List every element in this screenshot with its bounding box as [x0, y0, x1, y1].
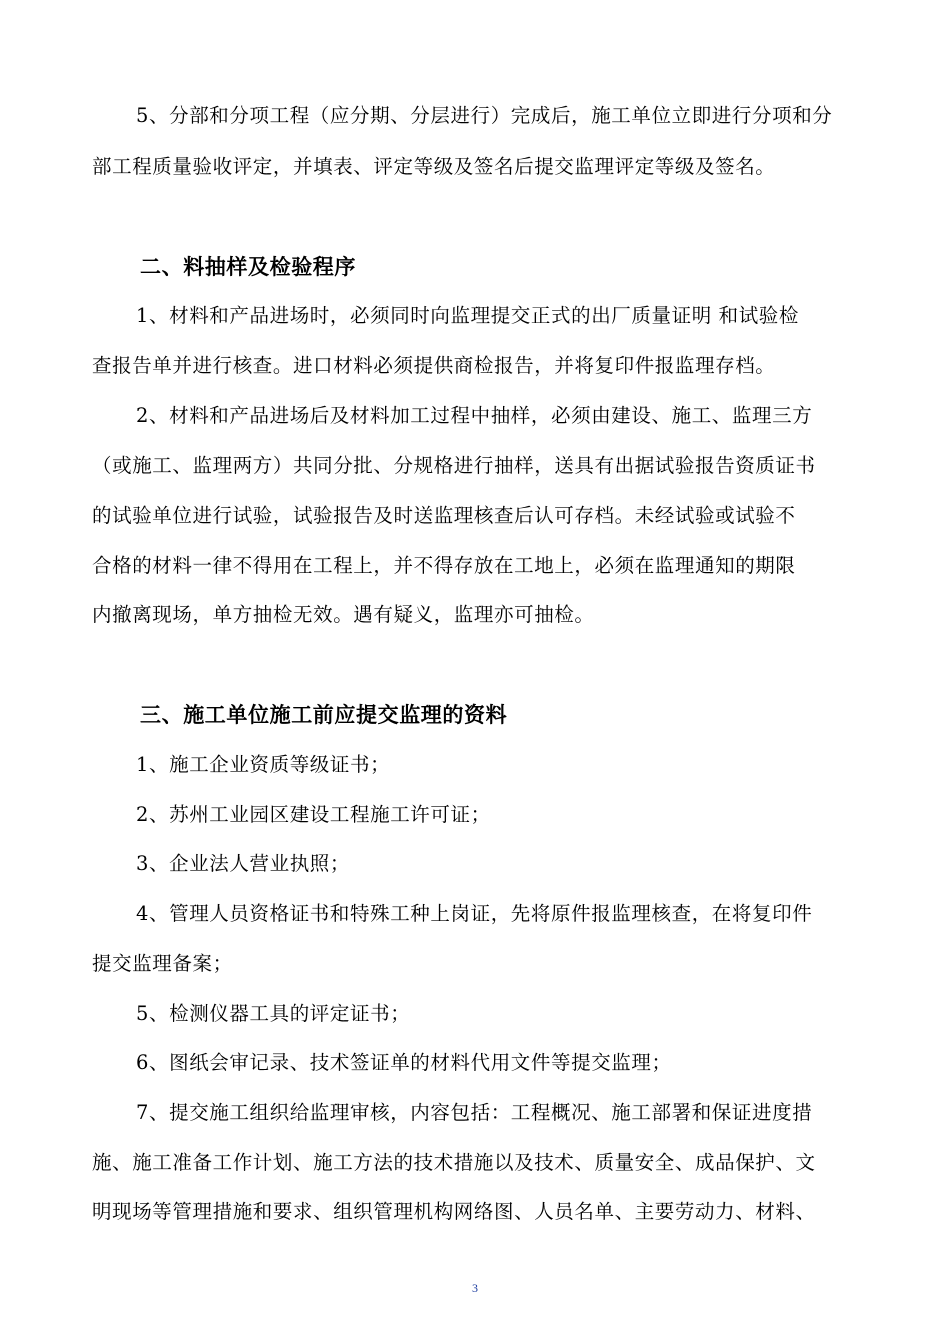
section-2-item-1-line-1: 1、材料和产品进场时，必须同时向监理提交正式的出厂质量证明 和试验检: [136, 304, 800, 327]
section-2-item-2-line-3: 的试验单位进行试验，试验报告及时送监理核查后认可存档。未经试验或试验不: [92, 504, 796, 527]
section-3-item-2: 2、苏州工业园区建设工程施工许可证；: [136, 803, 491, 826]
section-2-heading: 二、料抽样及检验程序: [140, 255, 356, 279]
section-3-item-4-line-2: 提交监理备案；: [92, 952, 233, 975]
section-3-heading: 三、施工单位施工前应提交监理的资料: [140, 703, 508, 727]
section-2-item-2-line-2: （或施工、监理两方）共同分批、分规格进行抽样，送具有出据试验报告资质证书: [92, 454, 816, 477]
section-2-item-1-line-2: 查报告单并进行核查。进口材料必须提供商检报告，并将复印件报监理存档。: [92, 354, 776, 377]
section-2-item-2-line-1: 2、材料和产品进场后及材料加工过程中抽样，必须由建设、施工、监理三方: [136, 404, 813, 427]
paragraph-5-line-2: 部工程质量验收评定，并填表、评定等级及签名后提交监理评定等级及签名。: [92, 155, 776, 178]
section-3-item-1: 1、施工企业资质等级证书；: [136, 753, 391, 776]
section-2-item-2-line-4: 合格的材料一律不得用在工程上，并不得存放在工地上，必须在监理通知的期限: [92, 554, 796, 577]
section-3-item-5: 5、检测仪器工具的评定证书；: [136, 1002, 411, 1025]
section-3-item-7-line-2: 施、施工准备工作计划、施工方法的技术措施以及技术、质量安全、成品保护、文: [92, 1151, 816, 1174]
section-3-item-7-line-3: 明现场等管理措施和要求、组织管理机构网络图、人员名单、主要劳动力、材料、: [92, 1200, 816, 1223]
page-number: 3: [472, 1281, 478, 1295]
section-3-item-7-line-1: 7、提交施工组织给监理审核，内容包括：工程概况、施工部署和保证进度措: [136, 1101, 813, 1124]
section-3-item-3: 3、企业法人营业执照；: [136, 852, 351, 875]
section-2-item-2-line-5: 内撤离现场，单方抽检无效。遇有疑义，监理亦可抽检。: [92, 603, 595, 626]
paragraph-5-line-1: 5、分部和分项工程（应分期、分层进行）完成后，施工单位立即进行分项和分: [136, 104, 833, 127]
section-3-item-6: 6、图纸会审记录、技术签证单的材料代用文件等提交监理；: [136, 1051, 672, 1074]
section-3-item-4-line-1: 4、管理人员资格证书和特殊工种上岗证，先将原件报监理核查，在将复印件: [136, 902, 813, 925]
